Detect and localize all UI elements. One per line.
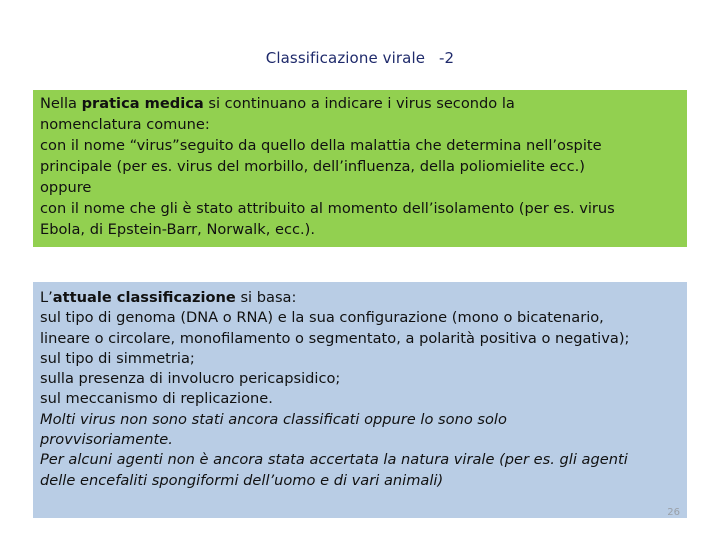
text-line xyxy=(40,471,679,491)
text-line xyxy=(40,156,679,177)
text-segment: lineare o circolare, monofilamento o segmentato, a polarità positiva o negativa); xyxy=(40,329,630,347)
text-segment: principale (per es. virus del morbillo, dell’influenza, della poliomielite ecc.) xyxy=(40,158,585,175)
text-segment: sul meccanismo di replicazione. xyxy=(40,390,273,408)
text-line xyxy=(40,114,679,135)
text-line xyxy=(40,450,679,470)
text-segment: sul tipo di genoma (DNA o RNA) e la sua configurazione (mono o bicatenario, xyxy=(40,309,604,327)
text-segment: delle encefaliti spongiformi dell’uomo e di vari animali) xyxy=(40,471,444,489)
text-line xyxy=(40,369,679,389)
text-segment: provvisoriamente. xyxy=(40,431,173,449)
text-line xyxy=(40,177,679,198)
text-line xyxy=(40,219,679,240)
bold-text: attuale classificazione xyxy=(52,289,236,306)
nomenclature-box xyxy=(33,90,687,247)
slide-title-text: Classificazione virale xyxy=(265,49,426,67)
text-line xyxy=(40,430,679,450)
text-line xyxy=(40,349,679,369)
text-line xyxy=(40,308,679,328)
text-line xyxy=(40,93,679,114)
text-segment: Molti virus non sono stati ancora classificati oppure lo sono solo xyxy=(40,410,507,428)
page-number: 26 xyxy=(667,507,680,518)
text-line xyxy=(40,135,679,156)
text-segment: Per alcuni agenti non è ancora stata accertata la natura virale (per es. gli agenti xyxy=(40,451,628,469)
text-segment: con il nome “virus”seguito da quello della malattia che determina nell’ospite xyxy=(40,137,602,154)
text-segment: sul tipo di simmetria; xyxy=(40,349,195,367)
text-segment: con il nome che gli è stato attribuito al momento dell’isolamento (per es. virus xyxy=(40,200,615,217)
text-line xyxy=(40,288,679,308)
text-segment: oppure xyxy=(40,179,92,196)
text-segment: Nella xyxy=(40,95,82,112)
text-line xyxy=(40,410,679,430)
text-segment: nomenclatura comune: xyxy=(40,116,210,133)
classification-box xyxy=(33,282,687,518)
text-line xyxy=(40,329,679,349)
slide-title-number: -2 xyxy=(439,49,455,67)
text-line xyxy=(40,389,679,409)
text-line xyxy=(40,198,679,219)
bold-text: pratica medica xyxy=(81,95,204,112)
text-segment: si continuano a indicare i virus secondo la xyxy=(203,95,515,112)
text-segment: sulla presenza di involucro pericapsidico; xyxy=(40,370,341,388)
text-segment: L’ xyxy=(40,289,53,306)
text-segment: Ebola, di Epstein-Barr, Norwalk, ecc.). xyxy=(40,221,315,238)
slide-title xyxy=(0,49,720,67)
text-segment: si basa: xyxy=(235,289,297,306)
